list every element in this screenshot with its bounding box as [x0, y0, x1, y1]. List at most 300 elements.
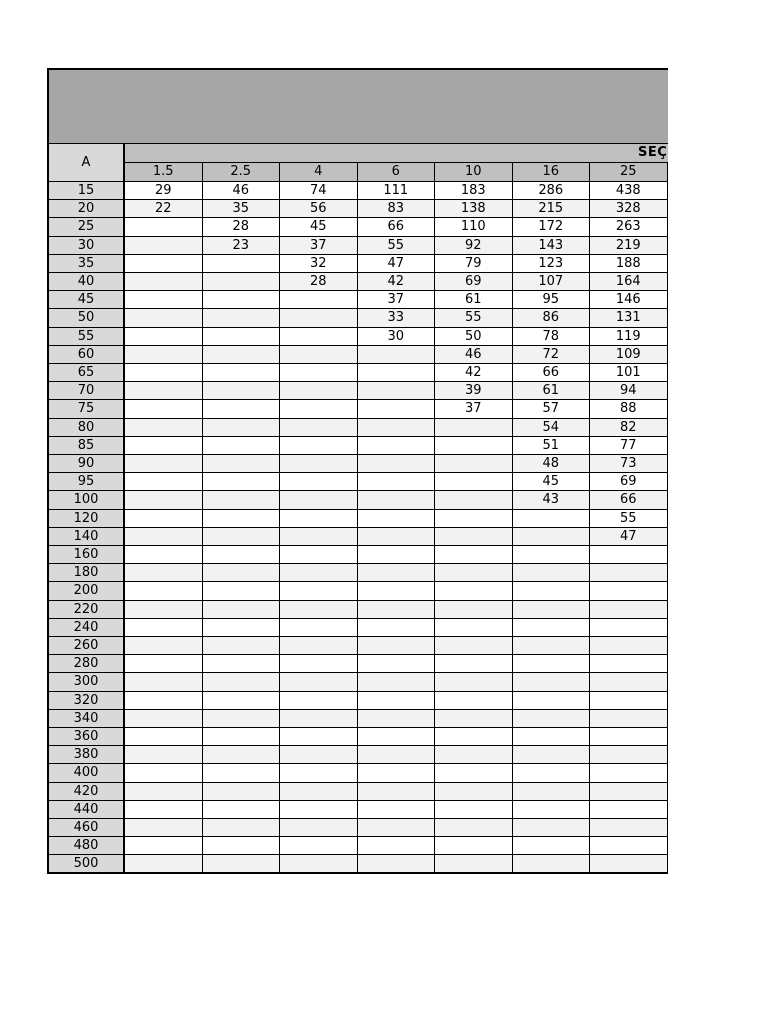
table-cell[interactable]: [590, 582, 668, 600]
table-cell[interactable]: [203, 637, 281, 655]
table-cell[interactable]: [513, 655, 591, 673]
table-cell[interactable]: 66: [590, 491, 668, 509]
table-cell[interactable]: [435, 473, 513, 491]
table-cell[interactable]: 101: [590, 364, 668, 382]
table-cell[interactable]: [203, 728, 281, 746]
table-cell[interactable]: [125, 764, 203, 782]
table-cell[interactable]: 54: [513, 419, 591, 437]
table-row: [47, 291, 668, 309]
table-cell[interactable]: [203, 400, 281, 418]
table-cell[interactable]: [590, 637, 668, 655]
table-cell[interactable]: [590, 601, 668, 619]
table-cell[interactable]: [513, 582, 591, 600]
table-cell[interactable]: [280, 673, 358, 691]
table-cell[interactable]: [358, 855, 436, 873]
table-cell[interactable]: 43: [513, 491, 591, 509]
table-cell[interactable]: [203, 328, 281, 346]
column-headers: [125, 163, 668, 182]
row-header: 50: [47, 309, 125, 327]
table-cell[interactable]: [280, 528, 358, 546]
table-cell[interactable]: [435, 619, 513, 637]
table-cell[interactable]: 50: [435, 328, 513, 346]
table-cell[interactable]: [358, 819, 436, 837]
table-cell[interactable]: [590, 728, 668, 746]
table-cell[interactable]: [358, 346, 436, 364]
table-cell[interactable]: [280, 382, 358, 400]
table-cell[interactable]: 83: [358, 200, 436, 218]
table-cell[interactable]: 22: [125, 200, 203, 218]
table-cell[interactable]: [125, 783, 203, 801]
table-cell[interactable]: [513, 710, 591, 728]
table-cell[interactable]: [358, 382, 436, 400]
table-cell[interactable]: [358, 437, 436, 455]
table-cell[interactable]: [590, 783, 668, 801]
table-cell[interactable]: [435, 837, 513, 855]
table-cell[interactable]: [280, 328, 358, 346]
table-cell[interactable]: [513, 673, 591, 691]
table-cell[interactable]: 88: [590, 400, 668, 418]
table-cell[interactable]: 119: [590, 328, 668, 346]
row-header: 420: [47, 783, 125, 801]
table-cell[interactable]: [203, 582, 281, 600]
table-cell[interactable]: 66: [513, 364, 591, 382]
table-cell[interactable]: 131: [590, 309, 668, 327]
table-cell[interactable]: [435, 564, 513, 582]
table-cell[interactable]: [358, 564, 436, 582]
table-cell[interactable]: [435, 855, 513, 873]
table-row: [47, 200, 668, 218]
table-cell[interactable]: [125, 473, 203, 491]
table-cell[interactable]: [280, 764, 358, 782]
table-cell[interactable]: [125, 346, 203, 364]
table-cell[interactable]: [590, 801, 668, 819]
row-header: 90: [47, 455, 125, 473]
table-cell[interactable]: 28: [280, 273, 358, 291]
table-cell[interactable]: [203, 382, 281, 400]
table-cell[interactable]: [125, 455, 203, 473]
table-cell[interactable]: [203, 764, 281, 782]
table-cell[interactable]: 61: [513, 382, 591, 400]
table-cell[interactable]: [435, 528, 513, 546]
table-cell[interactable]: 110: [435, 218, 513, 236]
table-cell[interactable]: [280, 710, 358, 728]
table-cell[interactable]: 35: [203, 200, 281, 218]
table-cell[interactable]: [435, 510, 513, 528]
row-header: 240: [47, 619, 125, 637]
table-cell[interactable]: [358, 637, 436, 655]
table-cell[interactable]: [125, 419, 203, 437]
table-cell[interactable]: [125, 528, 203, 546]
table-cell[interactable]: [358, 528, 436, 546]
table-cell[interactable]: [590, 619, 668, 637]
table-cell[interactable]: 28: [203, 218, 281, 236]
table-cell[interactable]: 72: [513, 346, 591, 364]
table-cell[interactable]: 73: [590, 455, 668, 473]
table-cell[interactable]: [513, 837, 591, 855]
table-cell[interactable]: 42: [435, 364, 513, 382]
table-cell[interactable]: [280, 291, 358, 309]
column-header: 2.5: [203, 163, 281, 181]
table-cell[interactable]: [203, 819, 281, 837]
table-cell[interactable]: 47: [358, 255, 436, 273]
table-cell[interactable]: [203, 473, 281, 491]
table-cell[interactable]: 107: [513, 273, 591, 291]
table-cell[interactable]: [125, 801, 203, 819]
table-cell[interactable]: [513, 510, 591, 528]
table-cell[interactable]: [125, 564, 203, 582]
row-header: 500: [47, 855, 125, 873]
table-cell[interactable]: [435, 728, 513, 746]
table-cell[interactable]: [590, 819, 668, 837]
table-cell[interactable]: 45: [513, 473, 591, 491]
table-cell[interactable]: [125, 255, 203, 273]
title-banner: [47, 68, 668, 144]
table-cell[interactable]: [358, 601, 436, 619]
table-cell[interactable]: 77: [590, 437, 668, 455]
table-cell[interactable]: 39: [435, 382, 513, 400]
table-cell[interactable]: [125, 437, 203, 455]
table-cell[interactable]: 286: [513, 182, 591, 200]
table-cell[interactable]: [125, 273, 203, 291]
table-cell[interactable]: [280, 455, 358, 473]
table-cell[interactable]: [590, 746, 668, 764]
table-cell[interactable]: 164: [590, 273, 668, 291]
table-cell[interactable]: 146: [590, 291, 668, 309]
table-cell[interactable]: [203, 619, 281, 637]
table-row: [47, 328, 668, 346]
table-cell[interactable]: [280, 473, 358, 491]
table-cell[interactable]: [358, 400, 436, 418]
table-cell[interactable]: [358, 455, 436, 473]
table-cell[interactable]: [125, 237, 203, 255]
table-cell[interactable]: [358, 783, 436, 801]
table-cell[interactable]: 138: [435, 200, 513, 218]
table-cell[interactable]: [435, 783, 513, 801]
table-cell[interactable]: [435, 746, 513, 764]
table-cell[interactable]: 328: [590, 200, 668, 218]
table-cell[interactable]: [280, 783, 358, 801]
table-cell[interactable]: [513, 564, 591, 582]
table-cell[interactable]: 32: [280, 255, 358, 273]
table-cell[interactable]: 172: [513, 218, 591, 236]
table-cell[interactable]: 37: [435, 400, 513, 418]
table-cell[interactable]: 42: [358, 273, 436, 291]
section-header-band: [125, 144, 668, 163]
table-cell[interactable]: 69: [590, 473, 668, 491]
table-cell[interactable]: [125, 510, 203, 528]
table-cell[interactable]: 33: [358, 309, 436, 327]
table-cell[interactable]: [358, 546, 436, 564]
table-cell[interactable]: [203, 546, 281, 564]
table-cell[interactable]: [203, 419, 281, 437]
table-row: [47, 783, 668, 801]
table-cell[interactable]: [280, 510, 358, 528]
table-cell[interactable]: [435, 491, 513, 509]
row-header: 480: [47, 837, 125, 855]
table-cell[interactable]: [358, 673, 436, 691]
table-cell[interactable]: [358, 710, 436, 728]
table-cell[interactable]: 79: [435, 255, 513, 273]
table-cell[interactable]: 69: [435, 273, 513, 291]
table-cell[interactable]: [280, 801, 358, 819]
table-cell[interactable]: [125, 692, 203, 710]
table-cell[interactable]: 143: [513, 237, 591, 255]
table-cell[interactable]: [590, 837, 668, 855]
table-cell[interactable]: [125, 491, 203, 509]
column-header: 10: [435, 163, 513, 181]
table-cell[interactable]: [358, 764, 436, 782]
table-cell[interactable]: [280, 746, 358, 764]
table-cell[interactable]: [280, 855, 358, 873]
table-cell[interactable]: 48: [513, 455, 591, 473]
table-cell[interactable]: [358, 746, 436, 764]
table-cell[interactable]: [203, 364, 281, 382]
table-cell[interactable]: [125, 655, 203, 673]
table-cell[interactable]: [203, 491, 281, 509]
table-cell[interactable]: [203, 564, 281, 582]
table-cell[interactable]: [125, 855, 203, 873]
table-cell[interactable]: [358, 582, 436, 600]
table-cell[interactable]: [203, 601, 281, 619]
table-cell[interactable]: 23: [203, 237, 281, 255]
table-cell[interactable]: [358, 655, 436, 673]
table-cell[interactable]: [435, 601, 513, 619]
table-cell[interactable]: [590, 673, 668, 691]
table-cell[interactable]: 66: [358, 218, 436, 236]
table-cell[interactable]: 188: [590, 255, 668, 273]
column-header: 4: [280, 163, 358, 181]
table-cell[interactable]: [513, 546, 591, 564]
table-cell[interactable]: [203, 346, 281, 364]
table-cell[interactable]: 55: [435, 309, 513, 327]
table-cell[interactable]: [125, 218, 203, 236]
table-cell[interactable]: [280, 491, 358, 509]
table-cell[interactable]: [280, 728, 358, 746]
table-cell[interactable]: [280, 346, 358, 364]
table-row: [47, 491, 668, 509]
table-cell[interactable]: [590, 710, 668, 728]
table-cell[interactable]: 263: [590, 218, 668, 236]
table-cell[interactable]: [435, 673, 513, 691]
table-cell[interactable]: 47: [590, 528, 668, 546]
table-cell[interactable]: [125, 819, 203, 837]
row-header: 100: [47, 491, 125, 509]
table-row: [47, 764, 668, 782]
table-cell[interactable]: [125, 619, 203, 637]
table-cell[interactable]: 45: [280, 218, 358, 236]
table-cell[interactable]: [280, 619, 358, 637]
row-header: 360: [47, 728, 125, 746]
table-cell[interactable]: [280, 437, 358, 455]
table-cell[interactable]: [435, 764, 513, 782]
table-row: [47, 819, 668, 837]
table-cell[interactable]: [435, 455, 513, 473]
table-cell[interactable]: [125, 546, 203, 564]
table-cell[interactable]: 94: [590, 382, 668, 400]
table-cell[interactable]: [435, 819, 513, 837]
table-cell[interactable]: [203, 455, 281, 473]
table-cell[interactable]: [358, 728, 436, 746]
table-cell[interactable]: 92: [435, 237, 513, 255]
table-cell[interactable]: 37: [280, 237, 358, 255]
table-cell[interactable]: [590, 655, 668, 673]
table-cell[interactable]: [203, 291, 281, 309]
table-cell[interactable]: [125, 582, 203, 600]
table-cell[interactable]: [280, 819, 358, 837]
table-cell[interactable]: [125, 364, 203, 382]
table-cell[interactable]: [280, 309, 358, 327]
table-cell[interactable]: [513, 728, 591, 746]
table-cell[interactable]: [513, 855, 591, 873]
table-cell[interactable]: [435, 692, 513, 710]
table-cell[interactable]: [435, 546, 513, 564]
table-cell[interactable]: [513, 801, 591, 819]
table-cell[interactable]: [280, 692, 358, 710]
table-cell[interactable]: [125, 309, 203, 327]
row-header: 120: [47, 510, 125, 528]
table-cell[interactable]: [280, 419, 358, 437]
table-row: [47, 601, 668, 619]
table-cell[interactable]: [358, 619, 436, 637]
table-cell[interactable]: 56: [280, 200, 358, 218]
table-cell[interactable]: [513, 764, 591, 782]
table-row: [47, 655, 668, 673]
table-cell[interactable]: 30: [358, 328, 436, 346]
table-cell[interactable]: [590, 855, 668, 873]
table-cell[interactable]: 51: [513, 437, 591, 455]
table-cell[interactable]: 78: [513, 328, 591, 346]
table-cell[interactable]: [203, 801, 281, 819]
table-cell[interactable]: 183: [435, 182, 513, 200]
table-cell[interactable]: [435, 801, 513, 819]
table-cell[interactable]: [125, 400, 203, 418]
table-cell[interactable]: [203, 437, 281, 455]
table-cell[interactable]: [203, 255, 281, 273]
table-cell[interactable]: [203, 510, 281, 528]
table-cell[interactable]: 111: [358, 182, 436, 200]
table-row: [47, 582, 668, 600]
table-cell[interactable]: [203, 655, 281, 673]
table-cell[interactable]: [280, 564, 358, 582]
table-cell[interactable]: [203, 783, 281, 801]
table-cell[interactable]: 215: [513, 200, 591, 218]
table-cell[interactable]: 46: [435, 346, 513, 364]
table-cell[interactable]: [203, 855, 281, 873]
table-cell[interactable]: [125, 291, 203, 309]
table-cell[interactable]: 219: [590, 237, 668, 255]
table-row: [47, 855, 668, 873]
table-cell[interactable]: 109: [590, 346, 668, 364]
table-cell[interactable]: [590, 564, 668, 582]
table-cell[interactable]: [590, 764, 668, 782]
table-cell[interactable]: [513, 783, 591, 801]
table-cell[interactable]: [125, 601, 203, 619]
table-cell[interactable]: 123: [513, 255, 591, 273]
table-cell[interactable]: 57: [513, 400, 591, 418]
table-cell[interactable]: [280, 655, 358, 673]
table-row: [47, 364, 668, 382]
table-cell[interactable]: [203, 273, 281, 291]
table-cell[interactable]: [125, 673, 203, 691]
table-cell[interactable]: 55: [358, 237, 436, 255]
table-cell[interactable]: [513, 637, 591, 655]
table-cell[interactable]: [358, 491, 436, 509]
table-cell[interactable]: [358, 364, 436, 382]
table-cell[interactable]: 46: [203, 182, 281, 200]
table-cell[interactable]: 82: [590, 419, 668, 437]
table-row: [47, 728, 668, 746]
table-cell[interactable]: [590, 692, 668, 710]
table-cell[interactable]: [125, 710, 203, 728]
table-cell[interactable]: [513, 619, 591, 637]
table-cell[interactable]: [513, 601, 591, 619]
table-cell[interactable]: [513, 819, 591, 837]
row-header: 40: [47, 273, 125, 291]
table-cell[interactable]: [280, 364, 358, 382]
table-cell[interactable]: 55: [590, 510, 668, 528]
table-cell[interactable]: 74: [280, 182, 358, 200]
table-cell[interactable]: 29: [125, 182, 203, 200]
table-cell[interactable]: [125, 328, 203, 346]
table-cell[interactable]: [435, 637, 513, 655]
table-cell[interactable]: [203, 837, 281, 855]
table-cell[interactable]: 86: [513, 309, 591, 327]
table-cell[interactable]: [358, 692, 436, 710]
table-cell[interactable]: [358, 419, 436, 437]
table-cell[interactable]: [203, 710, 281, 728]
table-cell[interactable]: 95: [513, 291, 591, 309]
table-cell[interactable]: [203, 673, 281, 691]
corner-header: [47, 144, 125, 182]
table-cell[interactable]: [513, 692, 591, 710]
table-cell[interactable]: [125, 837, 203, 855]
table-cell[interactable]: [590, 546, 668, 564]
table-cell[interactable]: [280, 601, 358, 619]
table-cell[interactable]: [435, 582, 513, 600]
table-cell[interactable]: [358, 510, 436, 528]
table-cell[interactable]: [280, 637, 358, 655]
table-row: [47, 801, 668, 819]
table-cell[interactable]: [435, 419, 513, 437]
table-cell[interactable]: 438: [590, 182, 668, 200]
table-cell[interactable]: [513, 528, 591, 546]
table-cell[interactable]: [358, 473, 436, 491]
table-cell[interactable]: [125, 637, 203, 655]
table-cell[interactable]: [203, 528, 281, 546]
table-cell[interactable]: [125, 728, 203, 746]
table-cell[interactable]: [435, 710, 513, 728]
table-cell[interactable]: [435, 655, 513, 673]
table-cell[interactable]: [280, 400, 358, 418]
table-cell[interactable]: [280, 837, 358, 855]
row-header: 180: [47, 564, 125, 582]
table-cell[interactable]: [125, 746, 203, 764]
table-cell[interactable]: [203, 746, 281, 764]
table-row: [47, 182, 668, 200]
table-cell[interactable]: [280, 582, 358, 600]
table-cell[interactable]: [435, 437, 513, 455]
table-cell[interactable]: [203, 692, 281, 710]
table-cell[interactable]: [513, 746, 591, 764]
row-header: 70: [47, 382, 125, 400]
table-cell[interactable]: [358, 837, 436, 855]
table-cell[interactable]: [358, 801, 436, 819]
table-cell[interactable]: [125, 382, 203, 400]
table-cell[interactable]: 37: [358, 291, 436, 309]
table-cell[interactable]: 61: [435, 291, 513, 309]
table-cell[interactable]: [203, 309, 281, 327]
table-cell[interactable]: [280, 546, 358, 564]
